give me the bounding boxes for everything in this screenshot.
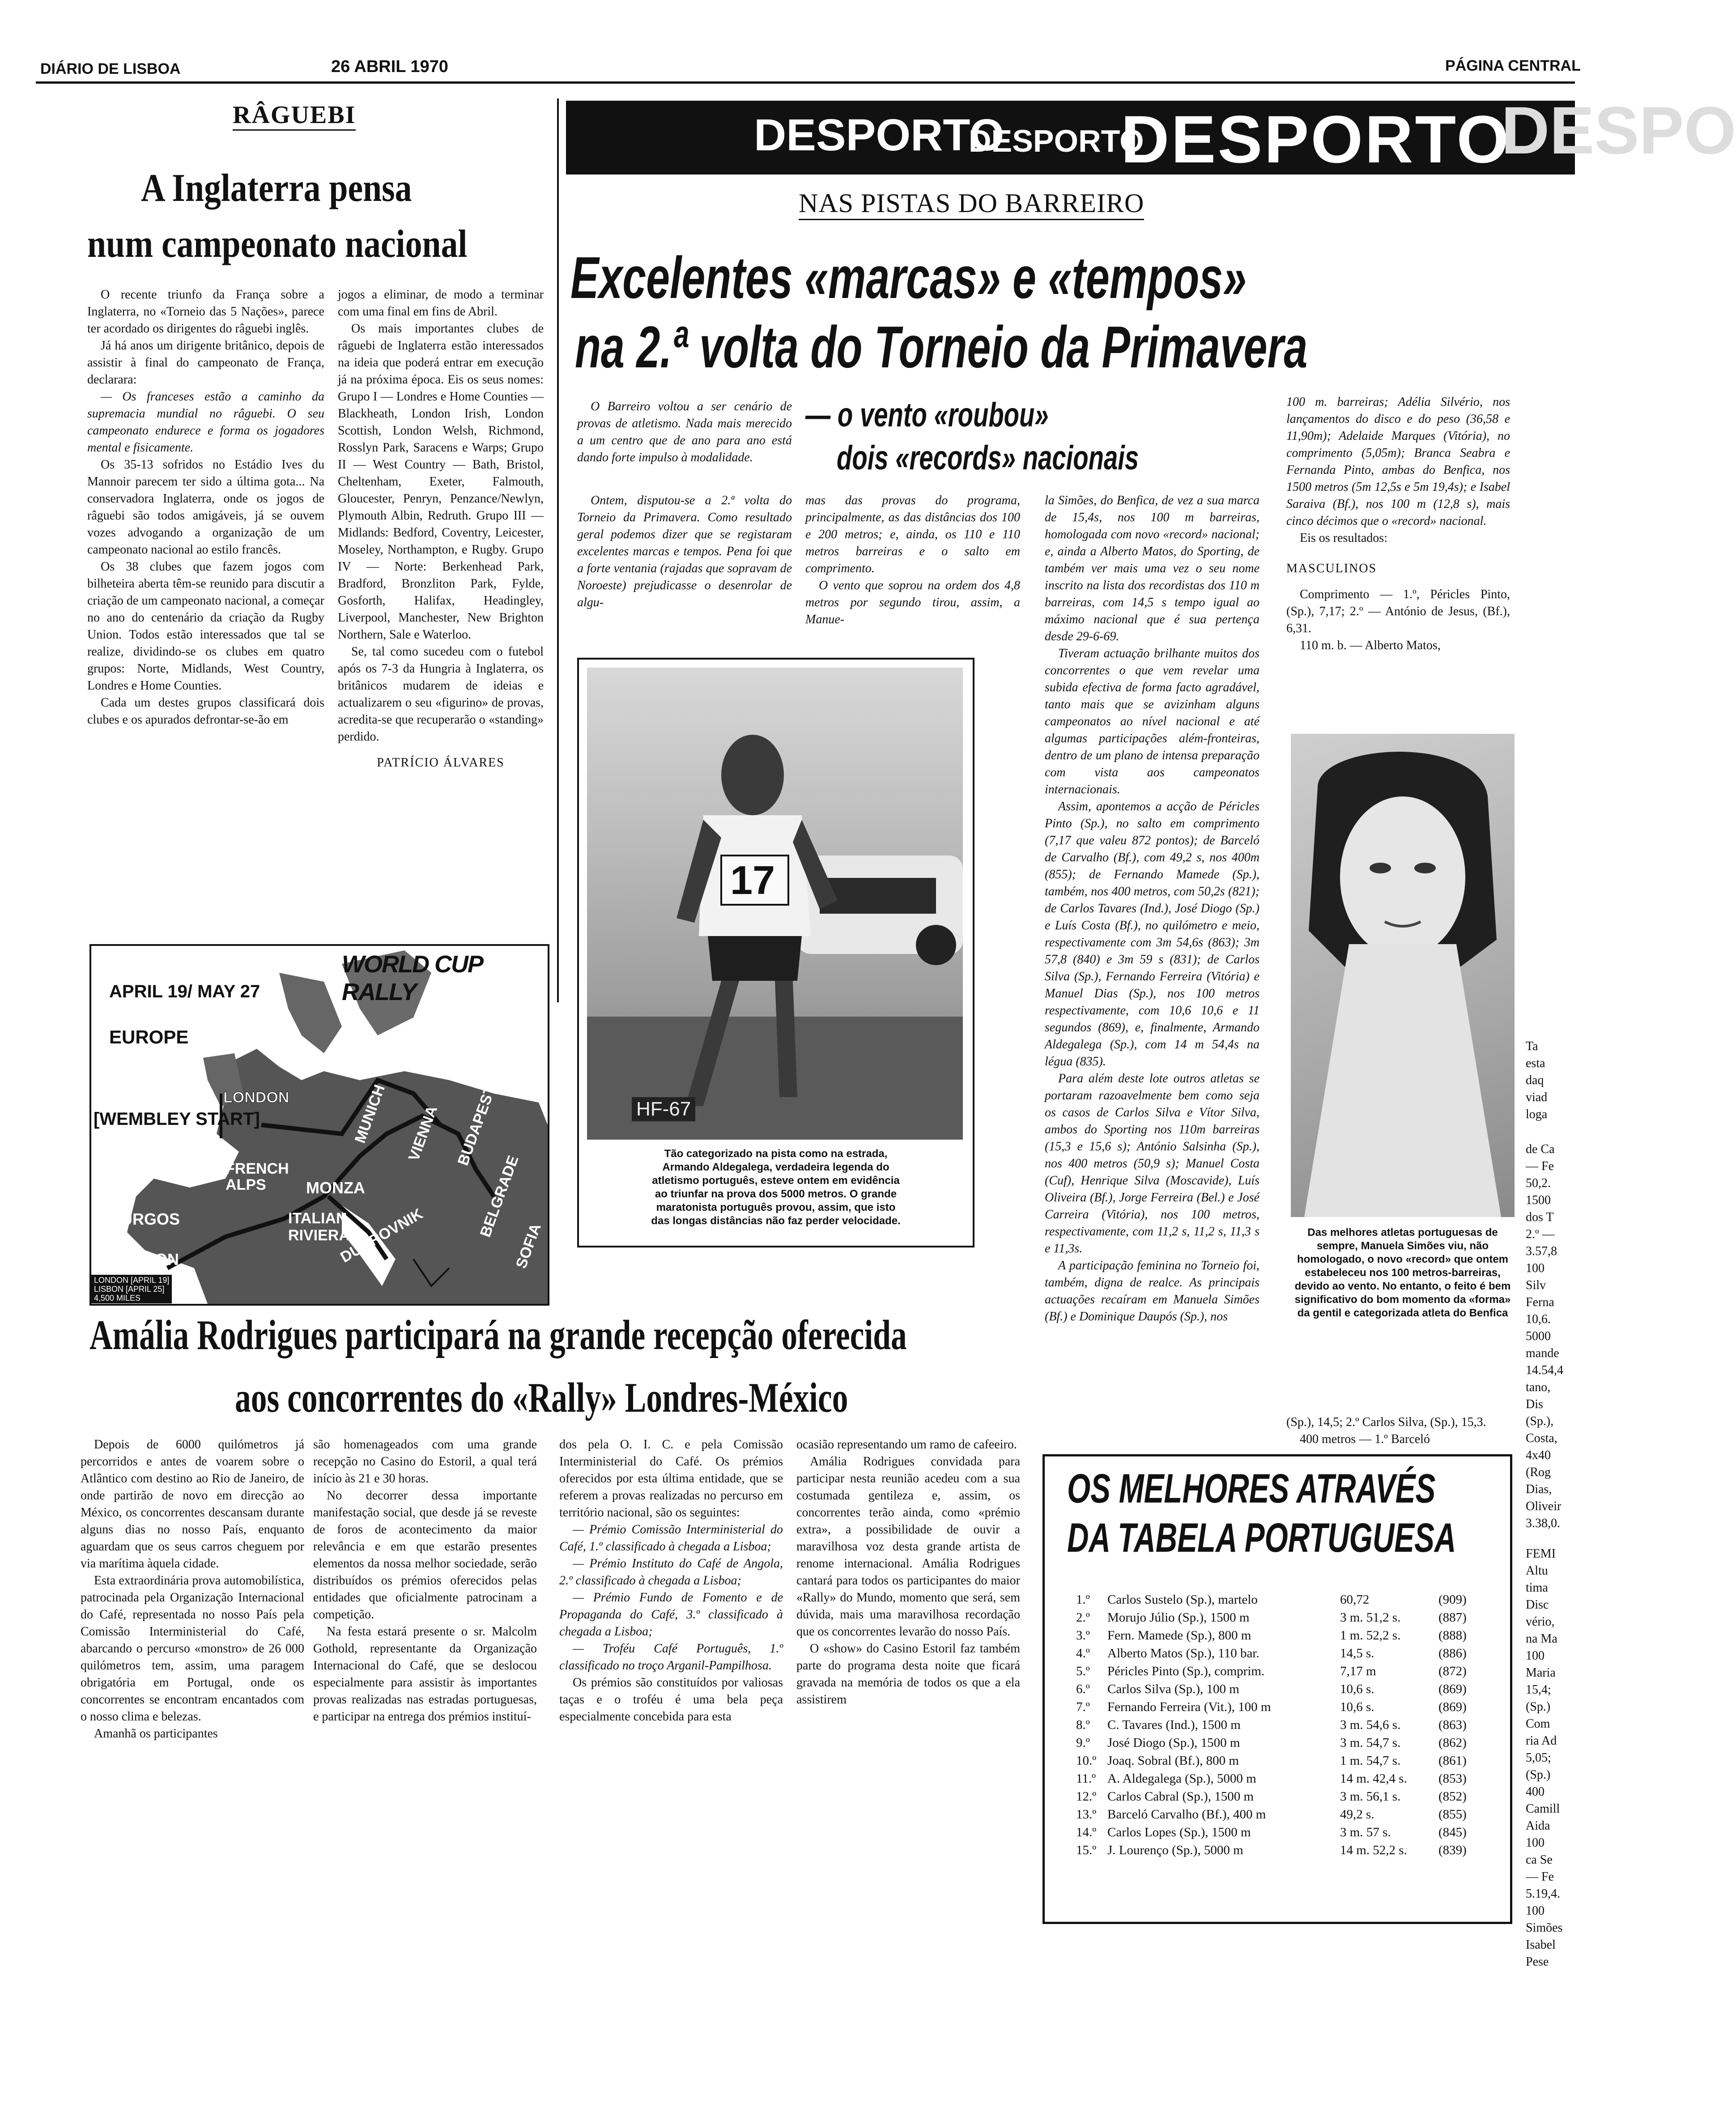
paragraph: Depois de 6000 quilómetros já percorridos e antes de voarem sobre o Atlântico com destino ao Rio de Janeiro, de onde partirão de novo em direcção ao México, os concorrentes descansam durante alguns dias no nosso País, enquanto aguardam que os seus carros cheguem por via marítima àquela cidade. xyxy=(81,1438,304,1571)
edge-fragment: (Sp.) xyxy=(1526,1700,1551,1714)
athletics-kicker: NAS PISTAS DO BARREIRO xyxy=(799,188,1144,220)
table-row xyxy=(1076,1591,1492,1609)
edge-fragment: 5,05; xyxy=(1526,1751,1551,1765)
points-cell: (861) xyxy=(1438,1754,1467,1768)
edge-fragment: Camill xyxy=(1526,1802,1560,1816)
edge-fragment: 5.19,4. xyxy=(1526,1887,1560,1901)
points-cell: (862) xyxy=(1438,1736,1467,1750)
athlete-cell: Joaq. Sobral (Bf.), 800 m xyxy=(1107,1754,1239,1768)
map-place-lisbon: LISBON xyxy=(118,1250,179,1269)
edge-fragment: Silv xyxy=(1526,1278,1546,1292)
points-cell: (855) xyxy=(1438,1807,1467,1822)
edge-fragment: viad xyxy=(1526,1090,1548,1104)
mark-cell: 10,6 s. xyxy=(1340,1700,1374,1714)
edge-fragment: ca Se xyxy=(1526,1853,1553,1867)
points-cell: (888) xyxy=(1438,1628,1467,1643)
paragraph: Para além deste lote outros atletas se portaram razoavelmente bem como seja os casos de Carlos Silva e Vítor Silva, ambos do Sporting nos 110m barreiras (15,3 e 15,6 s); António Salsinha (Sp.), nos 400 metros (50,9 s); Manuel Costa (Cuf), Henrique Silva (Moscavide), Luís Oliveira (Bf.), Jorge Ferreira (Bel.) e José Carreira (Vitória), nos 100 metros, respectivamente, com 11,2 s, 11,2 s, 11,3 s e 11,3s. xyxy=(1045,1072,1259,1256)
map-place-wembley: [WEMBLEY START] xyxy=(94,1109,260,1129)
edge-fragment: 2.º — xyxy=(1526,1227,1555,1241)
rally-map xyxy=(89,944,549,1306)
bib-number: 17 xyxy=(730,858,775,903)
points-cell: (869) xyxy=(1438,1682,1467,1696)
athlete-cell: Carlos Lopes (Sp.), 1500 m xyxy=(1107,1825,1251,1839)
points-cell: (887) xyxy=(1438,1610,1467,1625)
edge-fragment: 5000 xyxy=(1526,1329,1551,1343)
paragraph: Já há anos um dirigente britânico, depois de assistir à final do campeonato de França, declarara: xyxy=(87,339,324,387)
edge-fragment: dos T xyxy=(1526,1210,1554,1224)
results-heading: MASCULINOS xyxy=(1286,562,1377,575)
rank-cell: 7.º xyxy=(1076,1700,1090,1714)
athlete-portrait xyxy=(1291,734,1515,1405)
edge-fragment: Maria xyxy=(1526,1666,1556,1680)
section-divider xyxy=(557,98,559,1002)
rank-cell: 3.º xyxy=(1076,1628,1090,1643)
edge-fragment: Oliveir xyxy=(1526,1499,1562,1513)
mark-cell: 3 m. 54,6 s. xyxy=(1340,1718,1401,1732)
edge-fragment: Dias, xyxy=(1526,1482,1552,1496)
banner-word: DESPORTO xyxy=(969,123,1144,158)
edge-fragment: 100 xyxy=(1526,1649,1545,1663)
points-cell: (863) xyxy=(1438,1718,1467,1732)
paragraph: Na festa estará presente o sr. Malcolm Gothold, representante da Organização Internacional do Café, que se deslocou especialmente para assistir às importantes provas realizadas nas estradas portuguesas, e participar na entrega dos prémios instituí- xyxy=(313,1625,537,1724)
lead-paragraph: O Barreiro voltou a ser cenário de provas de atletismo. Nada mais merecido a um centro que de ano para ano está dando forte impulso à modalidade. xyxy=(577,400,792,464)
mark-cell: 14 m. 42,4 s. xyxy=(1340,1771,1407,1786)
edge-fragment: mande xyxy=(1526,1346,1559,1360)
table-row xyxy=(1076,1662,1492,1680)
edge-fragment: (Sp.), xyxy=(1526,1414,1554,1428)
athletics-column-1 xyxy=(577,492,792,611)
edge-fragment: Altu xyxy=(1526,1564,1548,1578)
rally-column-1 xyxy=(81,1436,304,1742)
edge-fragment: 100 xyxy=(1526,1904,1545,1918)
table-row xyxy=(1076,1823,1492,1841)
table-row xyxy=(1076,1680,1492,1698)
best-performances-box xyxy=(1042,1454,1512,1924)
athlete-cell: Fernando Ferreira (Vit.), 100 m xyxy=(1107,1700,1271,1714)
map-place-monza: MONZA xyxy=(306,1179,365,1197)
mark-cell: 3 m. 57 s. xyxy=(1340,1825,1391,1839)
paragraph: O recente triunfo da França sobre a Inglaterra, no «Torneio das 5 Nações», parece ter acordado os dirigentes do râguebi inglês. xyxy=(87,288,324,336)
map-title: WORLD CUP RALLY xyxy=(342,951,482,1005)
byline: PATRÍCIO ÁLVARES xyxy=(377,756,505,770)
map-region: EUROPE xyxy=(109,1026,189,1047)
edge-fragment: FEMI xyxy=(1526,1547,1556,1561)
paragraph: dos pela O. I. C. e pela Comissão Interministerial do Café. Os prémios oferecidos por esta última entidade, que se referem a provas realizadas no percurso em território nacional, são os seguintes: xyxy=(559,1438,783,1520)
paragraph: Assim, apontemos a acção de Péricles Pinto (Sp.), no salto em comprimento (7,17 que valeu 872 pontos); de Barceló de Carvalho (Bf.), com 49,2 s, nos 400m (855); de Fernando Mamede (Sp.), também, nos 400 metros, com 50,2s (821); de Carlos Tavares (Ind.), José Diogo (Sp.) e Luís Costa (Bf.), no quilómetro e meio, respectivamente com 3m 54,6s (863); 3m 57,8 (840) e 3m 59 s (831); de Carlos Silva (Sp.), Fernando Ferreira (Vitória) e Manuel Dias (Sp.), nos 100 metros respectivamente, com 10,6 10,6 e 11 segundos (869), e, finalmente, Armando Aldegalega (Sp.), com 14 m 54,4s na légua (835). xyxy=(1045,800,1259,1069)
edge-fragment: na Ma xyxy=(1526,1632,1557,1646)
edge-fragment: loga xyxy=(1526,1107,1548,1121)
prize-item: — Prémio Comissão Interministerial do Café, 1.º classificado à chegada a Lisboa; xyxy=(559,1523,783,1554)
athletics-results-tail xyxy=(1286,1414,1510,1448)
rank-cell: 15.º xyxy=(1076,1843,1097,1857)
legend-line: LONDON [APRIL 19] xyxy=(94,1276,170,1285)
points-cell: (853) xyxy=(1438,1771,1467,1786)
ranking-table xyxy=(1076,1591,1492,1859)
table-title-2: DA TABELA PORTUGUESA xyxy=(1067,1515,1456,1561)
edge-fragment: esta xyxy=(1526,1056,1545,1070)
paragraph: Amália Rodrigues convidada para participar nesta reunião acedeu com a sua costumada gentileza e, assim, os concorrentes terão ainda, como «prémio extra», a possibilidade de ouvir a maravilhosa voz desta grande artista de renome internacional. Amália Rodrigues cantará para todos os participantes do maior «Rally» do Mundo, momento que será, sem dúvida, mais uma maravilhosa recordação que os concorrentes levarão do nosso País. xyxy=(796,1455,1020,1639)
edge-fragment: 4x40 xyxy=(1526,1448,1551,1462)
map-place-burgos: BURGOS xyxy=(109,1210,180,1228)
edge-fragment: Simões xyxy=(1526,1921,1563,1935)
result-line: Comprimento — 1.º, Péricles Pinto, (Sp.), 7,17; 2.º — António de Jesus, (Bf.), 6,31. xyxy=(1286,587,1510,635)
athletics-lead xyxy=(577,398,792,466)
edge-column xyxy=(1526,1038,1575,1971)
rank-cell: 9.º xyxy=(1076,1736,1090,1750)
rank-cell: 10.º xyxy=(1076,1754,1097,1768)
page-label: PÁGINA CENTRAL xyxy=(1445,57,1581,74)
result-line: 400 metros — 1.º Barceló xyxy=(1300,1432,1430,1446)
map-place-budapest: BUDAPEST xyxy=(454,1083,499,1168)
table-row xyxy=(1076,1734,1492,1752)
rank-cell: 8.º xyxy=(1076,1718,1090,1732)
mark-cell: 14 m. 52,2 s. xyxy=(1340,1843,1407,1857)
edge-fragment: Pese xyxy=(1526,1955,1549,1969)
prize-item: — Prémio Instituto do Café de Angola, 2.º classificado à chegada a Lisboa; xyxy=(559,1557,783,1588)
edge-fragment: ria Ad xyxy=(1526,1734,1557,1748)
edge-fragment: Ferna xyxy=(1526,1295,1554,1309)
table-title-1: OS MELHORES ATRAVÉS xyxy=(1067,1466,1436,1511)
edge-fragment: vério, xyxy=(1526,1615,1555,1629)
rally-column-2 xyxy=(313,1436,537,1725)
paper-name: DIÁRIO DE LISBOA xyxy=(40,60,181,77)
points-cell: (852) xyxy=(1438,1789,1467,1804)
result-line: 110 m. b. — Alberto Matos, xyxy=(1300,639,1441,652)
subhead-line-1: — o vento «roubou» xyxy=(805,396,1049,434)
banner-word: DESPO xyxy=(1501,93,1736,168)
paragraph: Os 35-13 sofridos no Estádio Ives du Mannoir parecem ter sido a última gota... Na conservadora Inglaterra, onde os jogos de râguebi são todos amigáveis, já se ouvem vozes advogando a organização de um campeonato nacional ao estilo francês. xyxy=(87,458,324,557)
mark-cell: 3 m. 54,7 s. xyxy=(1340,1736,1401,1750)
athletics-headline-2: na 2.ª volta do Torneio da Primavera xyxy=(575,314,1308,380)
paragraph: Os prémios são constituídos por valiosas taças e o troféu é uma bela peça especialmente concebida para esta xyxy=(559,1676,783,1724)
mark-cell: 3 m. 51,2 s. xyxy=(1340,1610,1401,1625)
rally-headline-2: aos concorrentes do «Rally» Londres-México xyxy=(235,1375,848,1421)
desporto-banner xyxy=(566,93,1736,177)
paragraph: Eis os resultados: xyxy=(1300,531,1387,545)
map-place-dubrovnik: DUBROVNIK xyxy=(337,1205,426,1266)
legend-line: 4,500 MILES xyxy=(94,1294,141,1303)
edge-fragment: 50,2. xyxy=(1526,1176,1551,1190)
points-cell: (869) xyxy=(1438,1700,1467,1714)
issue-date: 26 ABRIL 1970 xyxy=(331,57,448,76)
rally-headline-1: Amália Rodrigues participará na grande recepção oferecida xyxy=(89,1312,907,1358)
athlete-cell: Péricles Pinto (Sp.), comprim. xyxy=(1107,1664,1265,1678)
athletics-column-2 xyxy=(805,492,1020,628)
edge-fragment: Com xyxy=(1526,1717,1550,1731)
paragraph: Ontem, disputou-se a 2.ª volta do Torneio da Primavera. Como resultado geral podemos dizer que se registaram excelentes marcas e tempos. Pena foi que a forte ventania (rajadas que sopravam de Noroeste) prejudicasse o desenrolar de algu- xyxy=(577,494,792,609)
legend-line: LISBON [APRIL 25] xyxy=(94,1285,165,1294)
map-legend xyxy=(91,1275,172,1303)
edge-fragment: Aida xyxy=(1526,1819,1550,1833)
athlete-cell: Alberto Matos (Sp.), 110 bar. xyxy=(1107,1646,1259,1660)
athlete-cell: Morujo Júlio (Sp.), 1500 m xyxy=(1107,1610,1250,1625)
edge-fragment: 1500 xyxy=(1526,1193,1551,1207)
rank-cell: 4.º xyxy=(1076,1646,1090,1660)
athlete-cell: Fern. Mamede (Sp.), 800 m xyxy=(1107,1628,1251,1643)
table-row xyxy=(1076,1841,1492,1859)
edge-fragment: 100 xyxy=(1526,1261,1545,1275)
mark-cell: 3 m. 56,1 s. xyxy=(1340,1789,1401,1804)
edge-fragment: Costa, xyxy=(1526,1431,1557,1445)
photo-image xyxy=(587,668,963,1140)
athlete-cell: Carlos Sustelo (Sp.), martelo xyxy=(1107,1592,1258,1607)
section-label-rugby: RÂGUEBI xyxy=(233,101,356,131)
edge-fragment: Dis xyxy=(1526,1397,1543,1411)
car-plate: HF-67 xyxy=(632,1097,695,1121)
mark-cell: 14,5 s. xyxy=(1340,1646,1374,1660)
points-cell: (872) xyxy=(1438,1664,1467,1678)
athletics-headline-1: Excelentes «marcas» e «tempos» xyxy=(570,245,1247,311)
points-cell: (845) xyxy=(1438,1825,1467,1839)
portrait-graphic xyxy=(1291,734,1515,1217)
quote: — Os franceses estão a caminho da supremacia mundial no râguebi. O seu campeonato endurece e forma os jogadores mental e fisicamente. xyxy=(87,390,324,455)
rank-cell: 6.º xyxy=(1076,1682,1090,1696)
paragraph: Se, tal como sucedeu com o futebol após os 7-3 da Hungria à Inglaterra, os britânicos mudarem de ideias e actualizarem o seu «figurino» de provas, acredita-se que recuperarão o «standing» perdido. xyxy=(338,645,544,744)
table-row xyxy=(1076,1698,1492,1716)
map-place-belgrade: BELGRADE xyxy=(477,1153,522,1239)
prize-item: — Troféu Café Português, 1.º classificado no troço Arganil-Pampilhosa. xyxy=(559,1642,783,1673)
edge-fragment: tima xyxy=(1526,1581,1548,1595)
rank-cell: 5.º xyxy=(1076,1664,1090,1678)
portrait-image xyxy=(1291,734,1515,1217)
edge-fragment: 3.57,8 xyxy=(1526,1244,1557,1258)
map-dates: APRIL 19/ MAY 27 xyxy=(109,982,260,1001)
athlete-cell: Carlos Silva (Sp.), 100 m xyxy=(1107,1682,1239,1696)
rank-cell: 11.º xyxy=(1076,1771,1096,1786)
paragraph: Os 38 clubes que fazem jogos com bilheteira aberta têm-se reunido para discutir a criação de um campeonato nacional, a começar no ano do centenário da criação da Rugby Union. Todos estão interessados que tal se realize, dividindo-se os clubes em quatro grupos: Norte, Midlands, West Country, Londres e Home Counties. xyxy=(87,560,324,693)
table-row xyxy=(1076,1626,1492,1644)
paragraph: ocasião representando um ramo de cafeeiro. xyxy=(796,1438,1017,1452)
rugby-column-2 xyxy=(338,286,544,771)
table-row xyxy=(1076,1752,1492,1770)
edge-fragment: de Ca xyxy=(1526,1142,1555,1156)
points-cell: (839) xyxy=(1438,1843,1467,1857)
edge-fragment: — Fe xyxy=(1526,1870,1554,1884)
table-row xyxy=(1076,1788,1492,1805)
edge-fragment: daq xyxy=(1526,1073,1544,1087)
portrait-caption: Das melhores atletas portuguesas de sempre, Manuela Simões viu, não homologado, o novo «record» que ontem estabeleceu nos 100 metros-barreiras, devido ao vento. No entanto, o feito é bem significativo do bom momento da «forma» da gentil e categorizada atleta do Benfica xyxy=(1294,1226,1511,1319)
edge-fragment: (Rog xyxy=(1526,1465,1551,1479)
table-row xyxy=(1076,1609,1492,1626)
table-row xyxy=(1076,1805,1492,1823)
prize-item: — Prémio Fundo de Fomento e de Propaganda do Café, 3.º classificado à chegada a Lisboa; xyxy=(559,1591,783,1639)
athlete-cell: Barceló Carvalho (Bf.), 400 m xyxy=(1107,1807,1266,1822)
edge-fragment: tano, xyxy=(1526,1380,1551,1394)
edge-fragment: Isabel xyxy=(1526,1938,1556,1952)
mark-cell: 49,2 s. xyxy=(1340,1807,1374,1822)
paragraph: Tiveram actuação brilhante muitos dos concorrentes o que vem revelar uma subida efectiva de forma facto agradável, tanto mais que se avizinham alguns campeonatos ao nível nacional e até algumas participações além-fronteiras, dentro de um plano de intensa preparação com vista aos campeonatos internacionais. xyxy=(1045,647,1259,796)
rank-cell: 1.º xyxy=(1076,1592,1090,1607)
rank-cell: 12.º xyxy=(1076,1789,1097,1804)
banner-word: DESPORTO xyxy=(1121,102,1511,177)
athlete-cell: J. Lourenço (Sp.), 5000 m xyxy=(1107,1843,1243,1857)
paragraph: 100 m. barreiras; Adélia Silvério, nos lançamentos do disco e do peso (36,58 e 11,90m); Adelaide Marques (Vitória), no comprimento (5,05m); Branca Seabra e Fernanda Pinto, ambas do Benfica, nos 1500 metros (5m 12,5s e 5m 19,4s); e Isabel Saraiva (Bf.), nos 100 m (12,8 s), mais cinco décimos que o «record» nacional. xyxy=(1286,395,1510,528)
result-line: (Sp.), 14,5; 2.º Carlos Silva, (Sp.), 15,3. xyxy=(1286,1415,1486,1429)
athletics-subhead xyxy=(805,394,1253,480)
athletics-column-4 xyxy=(1286,394,1510,654)
rank-cell: 2.º xyxy=(1076,1610,1090,1625)
mark-cell: 1 m. 52,2 s. xyxy=(1340,1628,1401,1643)
paragraph: são homenageados com uma grande recepção no Casino do Estoril, a qual terá início às 21 e 30 horas. xyxy=(313,1438,537,1486)
banner-word: DESPORTO xyxy=(754,110,1004,160)
masthead-rule xyxy=(36,81,1575,84)
athlete-cell: Carlos Cabral (Sp.), 1500 m xyxy=(1107,1789,1254,1804)
paragraph: Cada um destes grupos classificará dois clubes e os apurados defrontar-se-ão em xyxy=(87,696,324,727)
paragraph: O «show» do Casino Estoril faz também parte do programa desta noite que ficará gravada na memória de todos os que a ela assistirem xyxy=(796,1642,1020,1707)
edge-fragment: 14.54,4 xyxy=(1526,1363,1563,1377)
edge-fragment: 100 xyxy=(1526,1836,1545,1850)
rugby-column-1 xyxy=(87,286,324,728)
rank-cell: 14.º xyxy=(1076,1825,1097,1839)
points-cell: (909) xyxy=(1438,1592,1467,1607)
paragraph: Esta extraordinária prova automobilística, patrocinada pela Organização Internacional do Café, representada no nosso País pela Comissão Interministerial do Café, abarcando o percurso «monstro» de 26 000 quilómetros tem, assim, uma paragem obrigatória em Portugal, onde os concorrentes se encontram encantados com o nosso clima e belezas. xyxy=(81,1574,304,1724)
athlete-cell: A. Aldegalega (Sp.), 5000 m xyxy=(1107,1771,1256,1786)
rally-column-4 xyxy=(796,1436,1020,1708)
rank-cell: 13.º xyxy=(1076,1807,1097,1822)
paragraph: mas das provas do programa, principalmente, as das distâncias dos 100 e 200 metros; e, ainda, os 110 e 110 metros barreiras e o salto em comprimento. xyxy=(805,494,1020,575)
map-place-sofia: SOFIA xyxy=(512,1221,545,1271)
edge-fragment: 15,4; xyxy=(1526,1683,1551,1697)
mark-cell: 60,72 xyxy=(1340,1592,1370,1607)
map-place-alps: FRENCH ALPS xyxy=(226,1160,289,1193)
map-place-riviera: ITALIAN RIVIERA xyxy=(288,1210,350,1244)
mark-cell: 10,6 s. xyxy=(1340,1682,1374,1696)
table-row xyxy=(1076,1644,1492,1662)
rugby-headline-1: A Inglaterra pensa xyxy=(141,166,412,210)
map-place-munich: MUNICH xyxy=(351,1082,388,1145)
edge-fragment: Disc xyxy=(1526,1598,1549,1612)
paragraph: Os mais importantes clubes de râguebi de Inglaterra estão interessados na ideia que poderá entrar em execução já na próxima época. Eis os seus nomes: Grupo I — Londres e Home Counties — Blackheath, London Irish, London Scottish, London Welsh, Richmond, Rosslyn Park, Saracens e Warps; Grupo II — West Country — Bath, Bristol, Cheltenham, Exeter, Falmouth, Gloucester, Penryn, Penzance/Newlyn, Plymouth Albin, Redruth. Grupo III — Midlands: Bedford, Coventry, Leicester, Moseley, Northampton, e Rugby. Grupo IV — Norte: Berkenhead Park, Bradford, Bronzliton Park, Fylde, Gosforth, Halifax, Headingley, Liverpool, Manchester, New Brighton Northern, Sale e Waterloo. xyxy=(338,322,544,642)
athlete-cell: C. Tavares (Ind.), 1500 m xyxy=(1107,1718,1241,1732)
paragraph: jogos a eliminar, de modo a terminar com uma final em fins de Abril. xyxy=(338,288,544,319)
paragraph: A participação feminina no Torneio foi, também, digna de realce. As principais actuações recaíram em Manuela Simões (Bf.) e Dominique Daupós (Sp.), nos xyxy=(1045,1259,1259,1324)
map-place-london: LONDON xyxy=(223,1089,289,1106)
paragraph: Amanhã os participantes xyxy=(94,1727,218,1741)
edge-fragment: 3.38,0. xyxy=(1526,1516,1560,1530)
edge-fragment: — Fe xyxy=(1526,1159,1554,1173)
edge-fragment: Ta xyxy=(1526,1039,1538,1053)
rugby-headline-2: num campeonato nacional xyxy=(87,222,468,266)
mark-cell: 7,17 m xyxy=(1340,1664,1376,1678)
athletics-column-3 xyxy=(1045,492,1259,1325)
runner-photo xyxy=(577,658,974,1247)
paragraph: la Simões, do Benfica, de vez a sua marca de 15,4s, nos 100 m barreiras, homologada com novo «record» nacional; e, ainda a Alberto Matos, do Sporting, de também ver mais uma vez o seu nome inscrito na lista dos recordistas dos 110 m barreiras, com 14,5 s tempo igual ao máximo nacional que é sua pertença desde 29-6-69. xyxy=(1045,494,1259,643)
edge-fragment: 10,6. xyxy=(1526,1312,1551,1326)
rally-column-3 xyxy=(559,1436,783,1725)
points-cell: (886) xyxy=(1438,1646,1467,1660)
map-place-vienna: VIENNA xyxy=(405,1103,441,1163)
paragraph: No decorrer dessa importante manifestação social, que desde já se reveste de foros de acontecimento da maior relevância e em que estarão presentes elementos da nossa melhor sociedade, serão distribuídos os prémios oferecidos pelas entidades que oficialmente patrocinam a competição. xyxy=(313,1489,537,1622)
mark-cell: 1 m. 54,7 s. xyxy=(1340,1754,1401,1768)
subhead-line-2: dois «records» nacionais xyxy=(837,439,1139,477)
athlete-cell: José Diogo (Sp.), 1500 m xyxy=(1107,1736,1240,1750)
edge-fragment: 400 xyxy=(1526,1785,1545,1799)
table-row xyxy=(1076,1770,1492,1788)
paragraph: O vento que soprou na ordem dos 4,8 metros por segundo tirou, assim, a Manue- xyxy=(805,579,1020,626)
table-row xyxy=(1076,1716,1492,1734)
edge-fragment: (Sp.) xyxy=(1526,1768,1551,1782)
runner-photo-caption: Tão categorizado na pista como na estrada, Armando Aldegalega, verdadeira legenda do atletismo português, esteve ontem em evidência ao triunfar na prova dos 5000 metros. O grande maratonista português provou, assim, que isto das longas distâncias não faz perder velocidade. xyxy=(651,1148,901,1227)
